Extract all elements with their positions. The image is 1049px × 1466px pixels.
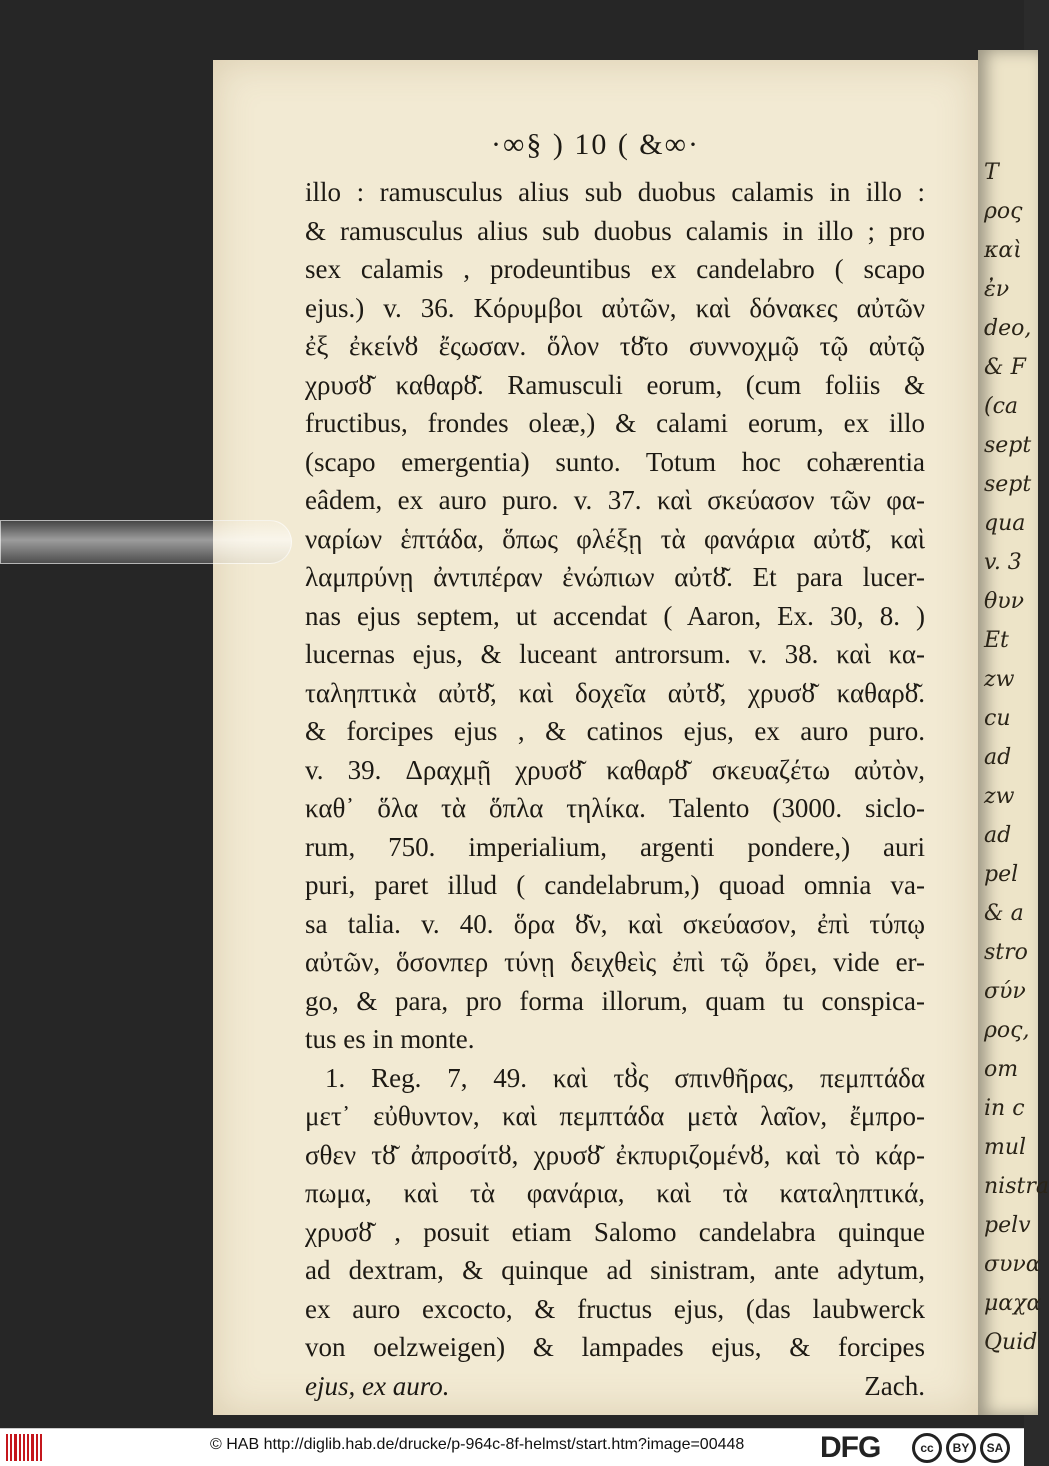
next-page-fragment: θυν [984,589,1024,614]
text-line: καθ᾽ ὅλα τὰ ὅπλα τηλίκα. Talento (3000. siclo- [305,793,925,823]
next-page-fragment: (ca [984,394,1019,419]
text-line: πωμα, καὶ τὰ φανάρια, καὶ τὰ καταληπτικά, [305,1178,925,1208]
text-line: χρυσȣ͂ καθαρȣ͂. Ramusculi eorum, (cum foliis & [305,369,925,400]
next-page-fragment: mul [984,1135,1027,1160]
next-page-fragment: zw [984,784,1015,809]
barcode-icon [6,1434,42,1461]
next-page-fragment: qua [984,511,1026,536]
next-page-fragment: deo, [984,316,1032,341]
page-text [305,173,925,1405]
catchword: Zach. [864,1370,925,1401]
text-line: fructibus, frondes oleæ,) & calami eorum, ex illo [305,408,925,438]
citation-link[interactable]: © HAB http://diglib.hab.de/drucke/p-964c-8f-helmst/start.htm?image=00448 [210,1436,745,1453]
text-line: sex calamis , prodeuntibus ex candelabro ( scapo [305,254,925,284]
text-line: puri, paret illud ( candelabrum,) quoad omnia va- [305,870,925,900]
text-line: & forcipes ejus , & catinos ejus, ex auro puro. [305,716,925,746]
cc-icon: cc [912,1433,942,1463]
body-paragraph [305,173,925,1059]
book-page [213,60,978,1415]
next-page-fragment: & F [984,355,1026,380]
text-line: ad dextram, & quinque ad sinistram, ante adytum, [305,1255,925,1285]
footer-bar [0,1428,1024,1466]
next-page-fragment: ρος, [984,1018,1030,1043]
glass-clip [0,520,292,564]
text-line: χρυσȣ͂ , posuit etiam Salomo candelabra quinque [305,1216,925,1247]
next-page-edge [978,50,1049,1415]
next-page-fragment: Quid [984,1330,1038,1355]
next-page-fragment: pel [984,862,1019,887]
text-line: rum, 750. imperialium, argenti pondere,) auri [305,831,925,862]
next-page-fragment: om [984,1057,1019,1082]
text-line: & ramusculus alius sub duobus calamis in illo ; pro [305,215,925,246]
next-page-fragment: καὶ [984,238,1022,263]
next-page-fragment: σύν [984,979,1026,1004]
next-page-fragment: sept [984,433,1032,458]
next-page-fragment: ἐν [984,277,1010,302]
text-line: (scapo emergentia) sunto. Totum hoc cohærentia [305,446,925,477]
next-page-fragment: ρος [984,199,1023,224]
text-line: sa talia. v. 40. ὅρα ȣ͂ν, καὶ σκεύασον, ἐπὶ τύπῳ [305,908,925,939]
next-page-fragment: v. 3 [984,550,1022,575]
next-page-fragment: ad [984,745,1012,770]
next-page-fragment: cu [984,706,1011,731]
text-line: lucernas ejus, & luceant antrorsum. v. 38. καὶ κα- [305,639,925,669]
text-line: μετ᾽ εὐθυντον, καὶ πεμπτάδα μετὰ λαῖον, ἔμπρο- [305,1101,925,1131]
by-icon: BY [946,1433,976,1463]
reg-paragraph [305,1059,925,1367]
text-line: nas ejus septem, ut accendat ( Aaron, Ex. 30, 8. ) [305,600,925,631]
text-line: von oelzweigen) & lampades ejus, & forcipes [305,1332,925,1362]
page-header: ·∞§ ) 10 ( &∞· [490,128,701,161]
text-line: σθεν τȣ͂ ἀπροσίτȣ, χρυσȣ͂ ἐκπυριζομένȣ, καὶ τὸ κάρ- [305,1139,925,1170]
text-line: αὐτῶν, ὅσονπερ τύνῃ δειχθεὶς ἐπὶ τῷ ὄρει, vide er- [305,947,925,977]
text-line: ex auro excocto, & fructus ejus, (das laubwerck [305,1293,925,1324]
next-page-fragment: nistra [984,1174,1049,1199]
text-line: ταληπτικὰ αὐτȣ͂, καὶ δοχεῖα αὐτȣ͂, χρυσȣ͂ καθαρȣ͂. [305,677,925,708]
next-page-fragment: Et [984,628,1009,653]
next-page-fragment: συνα [984,1252,1041,1277]
next-page-fragment: in c [984,1096,1025,1121]
text-line: λαμπρύνῃ ἀντιπέραν ἐνώπιων αὐτȣ͂. Et para lucer- [305,562,925,592]
next-page-fragment: & a [984,901,1024,926]
next-page-fragment: μαχα [984,1291,1042,1316]
text-line: go, & para, pro forma illorum, quam tu conspica- [305,985,925,1016]
license-badge[interactable] [912,1431,1020,1464]
next-page-fragment: stro [984,940,1028,965]
text-line: illo : ramusculus alius sub duobus calamis in illo : [305,177,925,207]
next-page-fragment: ad [984,823,1012,848]
text-line: eâdem, ex auro puro. v. 37. καὶ σκεύασον τῶν φα- [305,485,925,515]
dfg-logo[interactable]: DFG [820,1431,881,1464]
next-page-fragment: pelv [984,1213,1031,1238]
last-line [305,1367,925,1406]
next-page-fragment: sept [984,472,1032,497]
sa-icon: SA [980,1433,1010,1463]
next-page-fragment: T [984,160,999,185]
last-line-left: ejus, ex auro. [305,1370,450,1401]
text-line: 1. Reg. 7, 49. καὶ τȣ̀ς σπινθῆρας, πεμπτάδα [325,1062,925,1093]
text-line: ναρίων ἑπτάδα, ὅπως φλέξῃ τὰ φανάρια αὐτȣ͂, καὶ [305,523,925,554]
text-line: ἐξ ἐκείνȣ ἔςωσαν. ὅλον τȣ͂το συννοχμῷ τῷ αὐτῷ [305,331,925,361]
text-line: v. 39. Δραχμῇ χρυσȣ͂ καθαρȣ͂ σκευαζέτω αὐτὸν, [305,754,925,785]
next-page-fragment: zw [984,667,1015,692]
text-line: ejus.) v. 36. Κόρυμβοι αὐτῶν, καὶ δόνακες αὐτῶν [305,292,925,323]
text-line: tus es in monte. [305,1024,475,1054]
